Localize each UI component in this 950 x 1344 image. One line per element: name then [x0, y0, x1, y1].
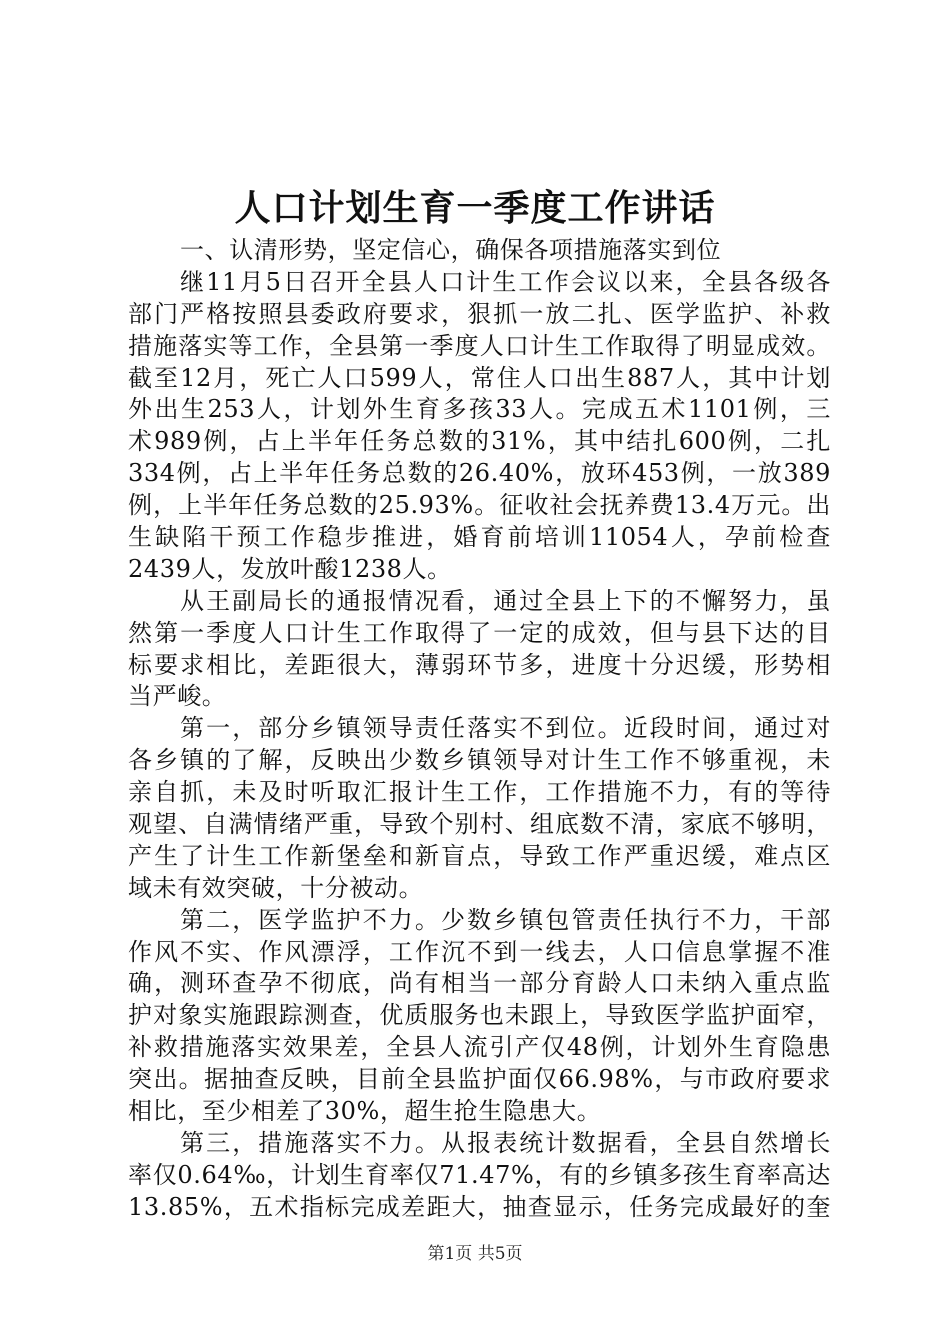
text-line: 从王副局长的通报情况看，通过全县上下的不懈努力，虽 [180, 586, 831, 615]
text-line: 当严峻。 [128, 682, 227, 711]
text-line: 确，测环查孕不彻底，尚有相当一部分育龄人口未纳入重点监 [128, 969, 831, 998]
text-line: 第一，部分乡镇领导责任落实不到位。近段时间，通过对 [180, 714, 831, 743]
text-line: 部门严格按照县委政府要求，狠抓一放二扎、医学监护、补救 [128, 299, 831, 328]
text-line: 334例，占上半年任务总数的26.40%，放环453例，一放389 [128, 459, 831, 488]
text-line: 一、认清形势，坚定信心，确保各项措施落实到位 [180, 236, 722, 264]
text-line: 标要求相比，差距很大，薄弱环节多，进度十分迟缓，形势相 [128, 650, 831, 679]
document-title: 人口计划生育一季度工作讲话 [234, 187, 716, 229]
text-line: 护对象实施跟踪测查，优质服务也未跟上，导致医学监护面窄， [128, 1001, 831, 1030]
text-line: 措施落实等工作，全县第一季度人口计生工作取得了明显成效。 [128, 331, 831, 360]
text-line: 观望、自满情绪严重，导致个别村、组底数不清，家底不够明， [128, 810, 831, 839]
text-line: 13.85%，五术指标完成差距大，抽查显示，任务完成最好的奎 [128, 1192, 831, 1221]
text-line: 外出生253人，计划外生育多孩33人。完成五术1101例，三 [128, 395, 831, 424]
text-line: 第二，医学监护不力。少数乡镇包管责任执行不力，干部 [180, 905, 831, 934]
text-line: 亲自抓，未及时听取汇报计生工作，工作措施不力，有的等待 [128, 778, 831, 807]
text-line: 补救措施落实效果差，全县人流引产仅48例，计划外生育隐患 [128, 1033, 831, 1062]
text-line: 产生了计生工作新堡垒和新盲点，导致工作严重迟缓，难点区 [128, 841, 831, 870]
text-line: 域未有效突破，十分被动。 [128, 873, 424, 902]
page-footer: 第1页 共5页 [427, 1244, 523, 1264]
text-line: 第三，措施落实不力。从报表统计数据看，全县自然增长 [180, 1128, 831, 1157]
text-line: 生缺陷干预工作稳步推进，婚育前培训11054人，孕前检查 [128, 523, 831, 552]
text-line: 2439人，发放叶酸1238人。 [128, 554, 452, 583]
document-body [128, 235, 831, 1224]
text-line: 然第一季度人口计生工作取得了一定的成效，但与县下达的目 [128, 618, 831, 647]
text-line: 率仅0.64‰，计划生育率仅71.47%，有的乡镇多孩生育率高达 [128, 1160, 831, 1189]
text-line: 截至12月，死亡人口599人，常住人口出生887人，其中计划 [128, 363, 831, 392]
text-line: 术989例，占上半年任务总数的31%，其中结扎600例，二扎 [128, 427, 831, 456]
text-line: 突出。据抽查反映，目前全县监护面仅66.98%，与市政府要求 [128, 1065, 831, 1094]
text-line: 继11月5日召开全县人口计生工作会议以来，全县各级各 [180, 267, 831, 296]
text-line: 作风不实、作风漂浮，工作沉不到一线去，人口信息掌握不准 [128, 937, 831, 966]
text-line: 例，上半年任务总数的25.93%。征收社会抚养费13.4万元。出 [128, 491, 831, 520]
text-line: 相比，至少相差了30%，超生抢生隐患大。 [128, 1097, 602, 1126]
text-line: 各乡镇的了解，反映出少数乡镇领导对计生工作不够重视，未 [128, 746, 831, 775]
